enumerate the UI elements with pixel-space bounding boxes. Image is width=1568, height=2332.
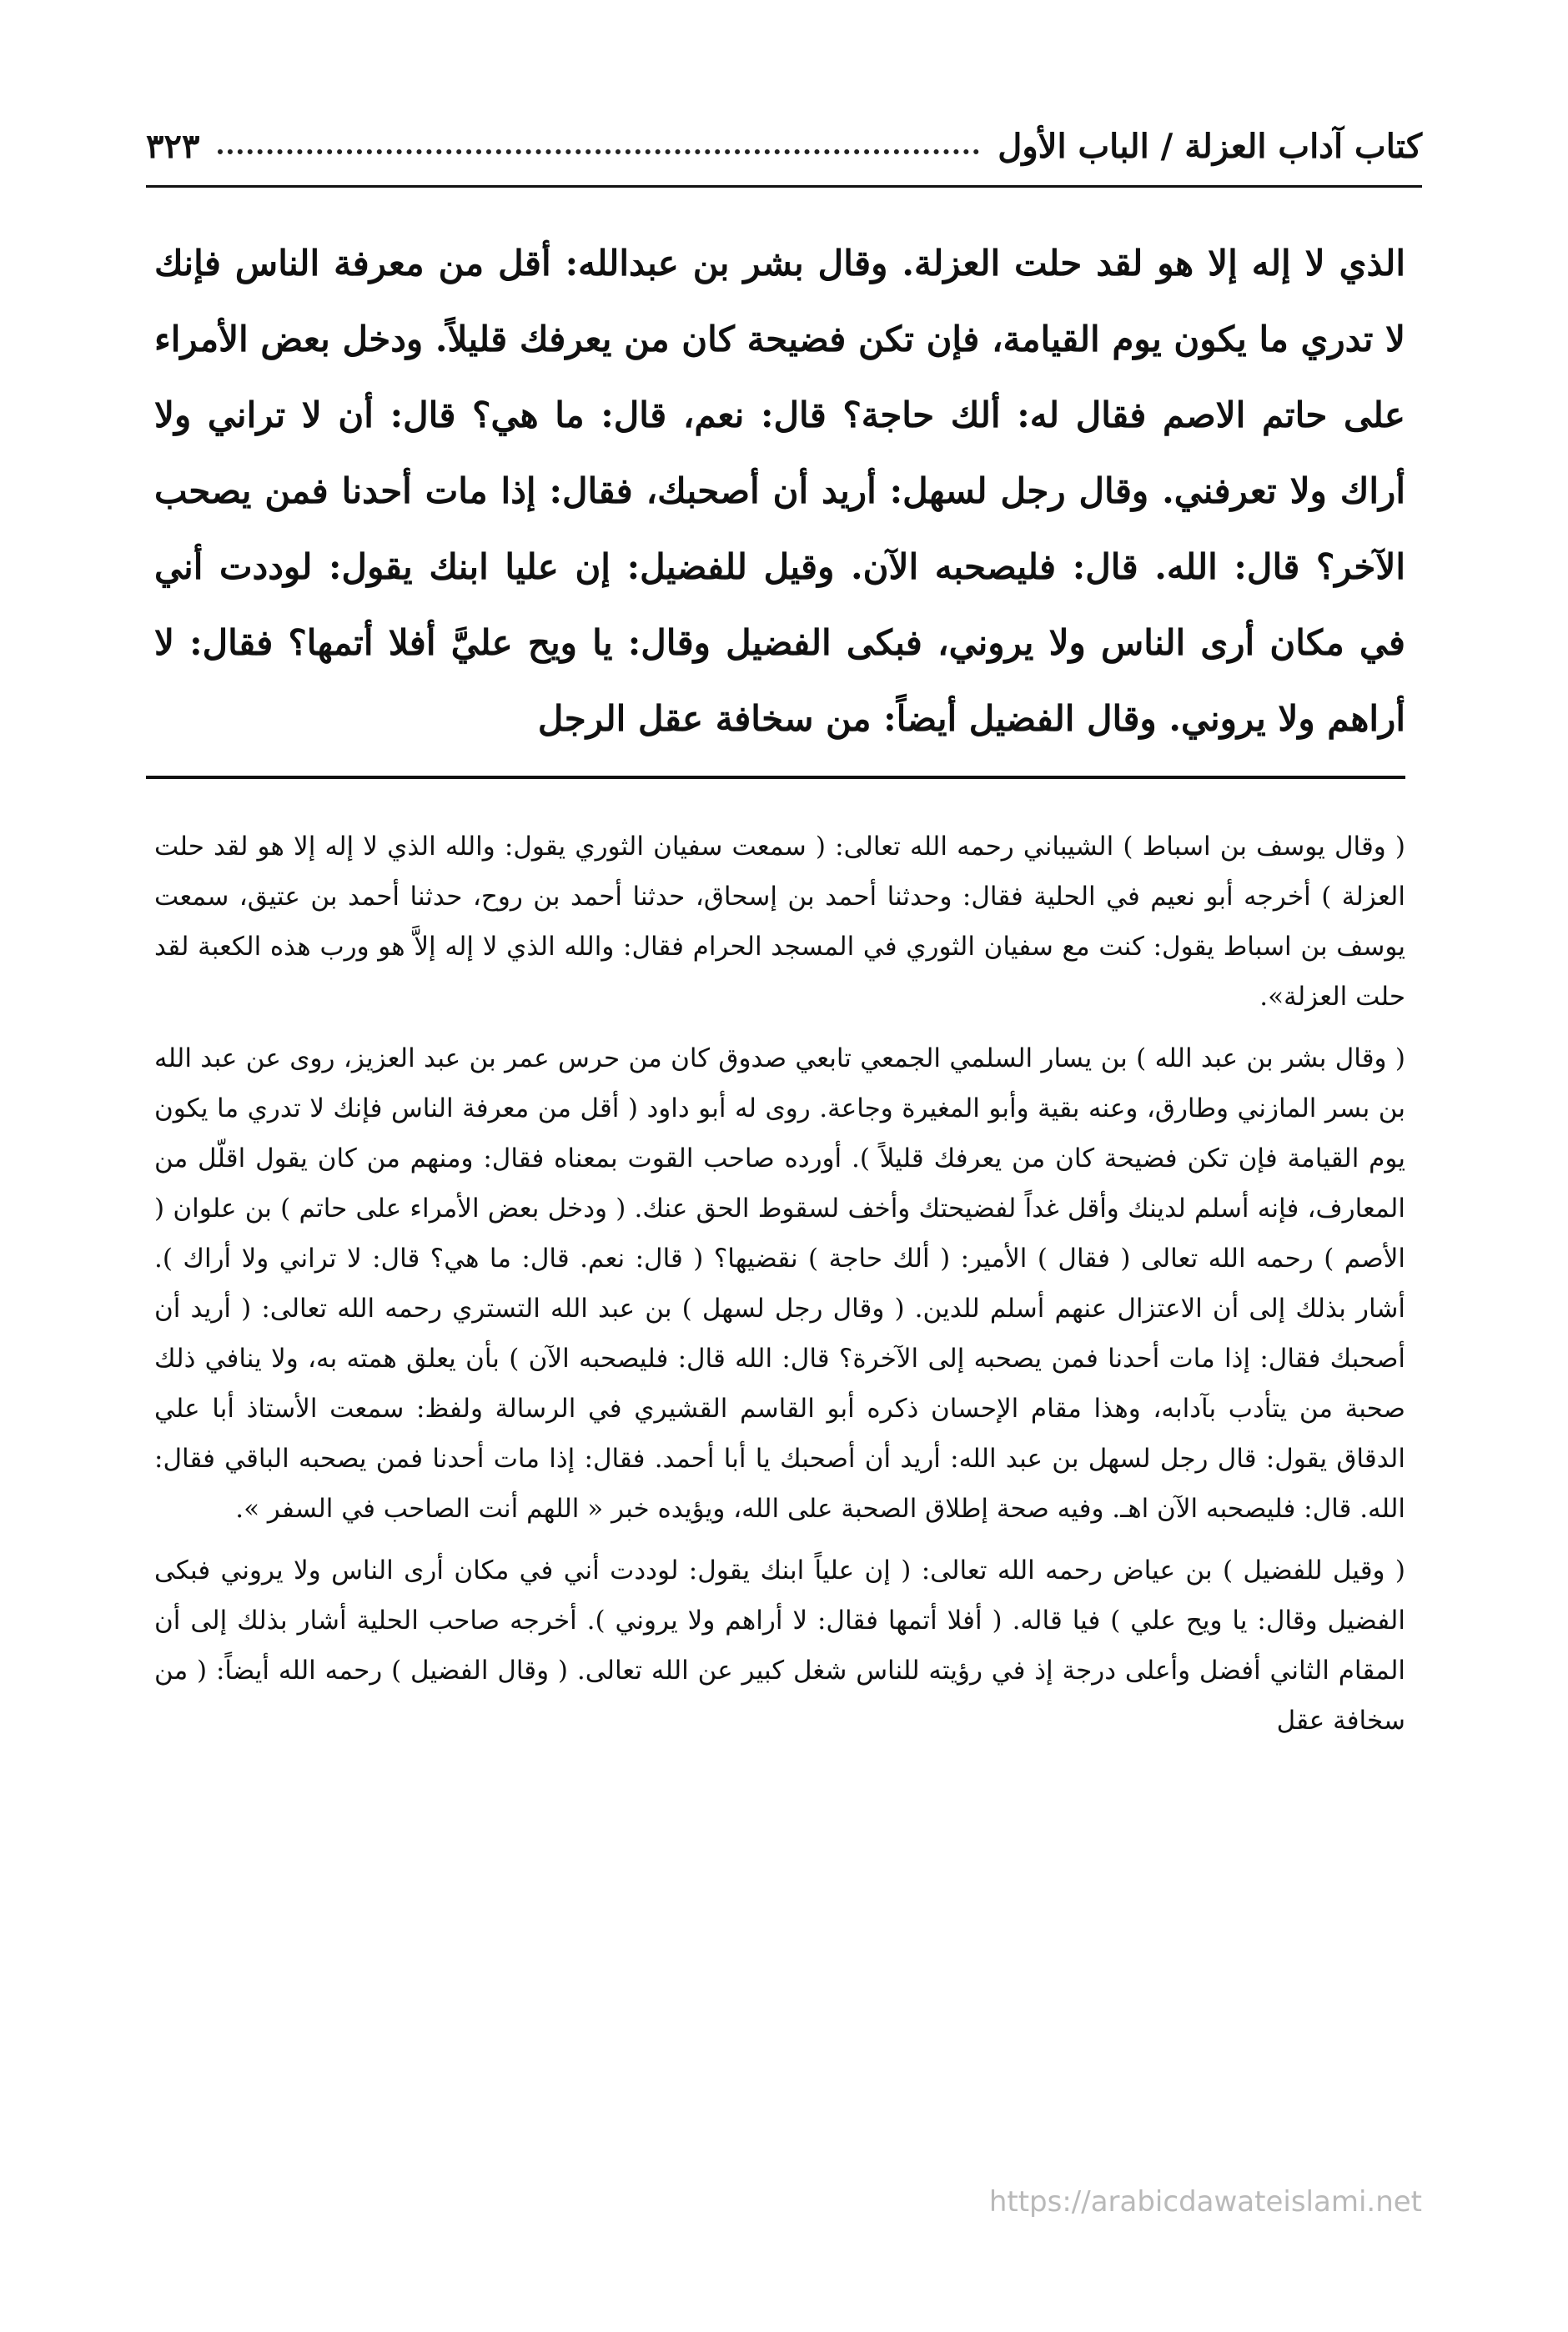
header-rule: [146, 185, 1422, 188]
commentary-paragraph-1: ( وقال يوسف بن اسباط ) الشيباني رحمه الله تعالى: ( سمعت سفيان الثوري يقول: والله الذي لا إله إلا هو لقد حلت العزلة ) أخرجه أبو نعيم في الحلية فقال: وحدثنا أحمد بن إسحاق، حدثنا أحمد بن روح، حدثنا أحمد بن عتيق، سمعت يوسف بن اسباط يقول: كنت مع سفيان الثوري في المسجد الحرام فقال: والله الذي لا إله إلاَّ هو ورب هذه الكعبة لقد حلت العزلة».: [154, 832, 1405, 1012]
main-text-block: [154, 225, 1405, 759]
commentary-paragraph-3: ( وقيل للفضيل ) بن عياض رحمه الله تعالى: ( إن علياً ابنك يقول: لوددت أني في مكان أرى الناس ولا يروني فبكى الفضيل وقال: يا ويح علي ) فيا قاله. ( أفلا أتمها فقال: لا أراهم ولا يروني ). أخرجه صاحب الحلية أشار بذلك إلى أن المقام الثاني أفضل وأعلى درجة إذ في رؤيته للناس شغل كبير عن الله تعالى. ( وقال الفضيل ) رحمه الله أيضاً: ( من سخافة عقل: [154, 1556, 1405, 1736]
footnote-divider: [146, 776, 1405, 779]
page-number: ٣٢٣: [146, 126, 200, 166]
watermark-url: https://arabicdawateislami.net: [988, 2185, 1422, 2219]
page-header: [146, 113, 1422, 179]
main-paragraph: الذي لا إله إلا هو لقد حلت العزلة. وقال بشر بن عبدالله: أقل من معرفة الناس فإنك لا تدري ما يكون يوم القيامة، فإن تكن فضيحة كان من يعرفك قليلاً. ودخل بعض الأمراء على حاتم الاصم فقال له: ألك حاجة؟ قال: نعم، قال: ما هي؟ قال: أن لا تراني ولا أراك ولا تعرفني. وقال رجل لسهل: أريد أن أصحبك، فقال: إذا مات أحدنا فمن يصحب الآخر؟ قال: الله. قال: فليصحبه الآن. وقيل للفضيل: إن عليا ابنك يقول: لوددت أني في مكان أرى الناس ولا يروني، فبكى الفضيل وقال: يا ويح عليَّ أفلا أتمها؟ فقال: لا أراهم ولا يروني. وقال الفضيل أيضاً: من سخافة عقل الرجل: [154, 243, 1405, 739]
commentary-paragraph-2: ( وقال بشر بن عبد الله ) بن يسار السلمي الجمعي تابعي صدوق كان من حرس عمر بن عبد العزيز، روى عن عبد الله بن بسر المازني وطارق، وعنه بقية وأبو المغيرة وجاعة. روى له أبو داود ( أقل من معرفة الناس فإنك لا تدري ما يكون يوم القيامة فإن تكن فضيحة كان من يعرفك قليلاً ). أورده صاحب القوت بمعناه فقال: ومنهم من كان يقول اقلّل من المعارف، فإنه أسلم لدينك وأقل غداً لفضيحتك وأخف لسقوط الحق عنك. ( ودخل بعض الأمراء على حاتم ) بن علوان ( الأصم ) رحمه الله تعالى ( فقال ) الأمير: ( ألك حاجة ) نقضيها؟ ( قال: نعم. قال: ما هي؟ قال: لا تراني ولا أراك ). أشار بذلك إلى أن الاعتزال عنهم أسلم للدين. ( وقال رجل لسهل ) بن عبد الله التستري رحمه الله تعالى: ( أريد أن أصحبك فقال: إذا مات أحدنا فمن يصحبه إلى الآخرة؟ قال: الله قال: فليصحبه الآن ) بأن يعلق همته به، ولا ينافي ذلك صحبة من يتأدب بآدابه، وهذا مقام الإحسان ذكره أبو القاسم القشيري في الرسالة ولفظ: سمعت الأستاذ أبا علي الدقاق يقول: قال رجل لسهل بن عبد الله: أريد أن أصحبك يا أبا أحمد. فقال: إذا مات أحدنا فمن يصحبه الباقي فقال: الله. قال: فليصحبه الآن اهـ. وفيه صحة إطلاق الصحبة على الله، ويؤيده خبر « اللهم أنت الصاحب في السفر ».: [154, 1043, 1405, 1524]
running-title: كتاب آداب العزلة / الباب الأول: [998, 126, 1422, 166]
commentary-block: [154, 822, 1405, 2123]
dotted-leader: [218, 138, 979, 154]
